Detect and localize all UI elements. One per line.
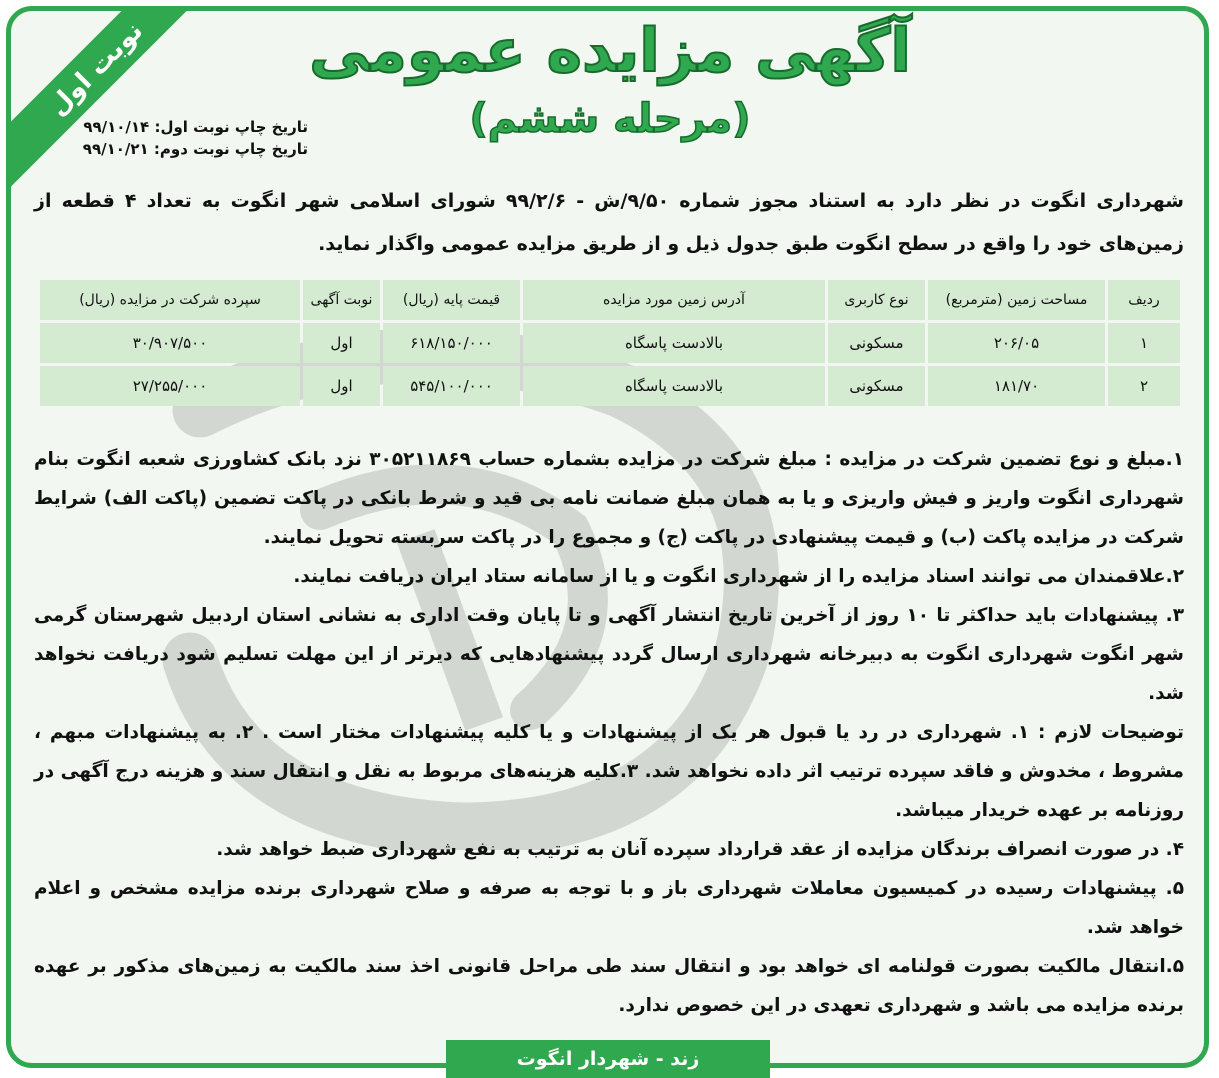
cell-publication: اول	[303, 366, 380, 406]
cell-area: ۲۰۶/۰۵	[928, 323, 1105, 363]
cell-deposit: ۲۷/۲۵۵/۰۰۰	[40, 366, 300, 406]
cell-base-price: ۶۱۸/۱۵۰/۰۰۰	[383, 323, 520, 363]
first-print-date: تاریخ چاپ نوبت اول: ۹۹/۱۰/۱۴	[83, 118, 308, 136]
cell-base-price: ۵۴۵/۱۰۰/۰۰۰	[383, 366, 520, 406]
col-usage: نوع کاربری	[828, 280, 925, 320]
cell-usage: مسکونی	[828, 366, 925, 406]
land-parcels-table	[37, 277, 1183, 409]
table-row	[40, 323, 1180, 363]
clause-ownership: ۵.انتقال مالکیت بصورت قولنامه ای خواهد بود و انتقال سند طی مراحل قانونی اخذ سند مالکیت به زمین‌های مذکور بر عهده برنده مزایده می باشد و شهرداری تعهدی در این خصوص ندارد.	[34, 956, 1184, 1016]
intro-paragraph: شهرداری انگوت در نظر دارد به استناد مجوز شماره ۹/۵۰/ش - ۹۹/۲/۶ شورای اسلامی شهر انگوت به تعداد ۴ قطعه از زمین‌های خود را واقع در سطح انگوت طبق جدول ذیل و از طریق مزایده عمومی واگذار نماید.	[34, 190, 1184, 255]
conditions-list	[34, 440, 1184, 1025]
publication-dates	[78, 116, 308, 160]
col-row-number: ردیف	[1108, 280, 1180, 320]
second-print-date: تاریخ چاپ نوبت دوم: ۹۹/۱۰/۲۱	[82, 140, 308, 158]
cell-row-number: ۱	[1108, 323, 1180, 363]
clause-notes: توضیحات لازم : ۱. شهرداری در رد یا قبول هر یک از پیشنهادات و یا کلیه پیشنهادات مختار است . ۲. به پیشنهادات مبهم ، مشروط ، مخدوش و فاقد سپرده ترتیب اثر داده نخواهد شد. ۳.کلیه هزینه‌های مربوط به نقل و انتقال سند و هزینه درج آگهی در روزنامه بر عهده خریدار میباشد.	[34, 722, 1184, 821]
clause-guarantee: ۱.مبلغ و نوع تضمین شرکت در مزایده : مبلغ شرکت در مزایده بشماره حساب ۳۰۵۲۱۱۸۶۹ نزد بانک کشاورزی شعبه انگوت بنام شهرداری انگوت واریز و فیش واریزی و یا به همان مبلغ ضمانت نامه بی قید و شرط بانکی در پاکت تضمین (پاکت الف) شرایط شرکت در مزایده پاکت (ب) و قیمت پیشنهادی در پاکت (ج) و مجموع را در پاکت سربسته تحویل نمایند.	[34, 449, 1184, 548]
cell-publication: اول	[303, 323, 380, 363]
col-deposit: سپرده شرکت در مزایده (ریال)	[40, 280, 300, 320]
table-row	[40, 366, 1180, 406]
cell-address: بالادست پاسگاه	[523, 366, 825, 406]
col-area: مساحت زمین (مترمربع)	[928, 280, 1105, 320]
clause-documents: ۲.علاقمندان می توانند اسناد مزایده را از شهرداری انگوت و یا از سامانه ستاد ایران دریافت نمایند.	[293, 566, 1184, 587]
clause-withdrawal: ۴. در صورت انصراف برندگان مزایده از عقد قرارداد سپرده آنان به ترتیب به نفع شهرداری ضبط خواهد شد.	[216, 839, 1184, 860]
col-base-price: قیمت پایه (ریال)	[383, 280, 520, 320]
cell-address: بالادست پاسگاه	[523, 323, 825, 363]
clause-deadline: ۳. پیشنهادات باید حداکثر تا ۱۰ روز از آخرین تاریخ انتشار آگهی و تا پایان وقت اداری به نشانی استان اردبیل شهرستان گرمی شهر انگوت شهرداری انگوت به دبیرخانه شهرداری ارسال گردد پیشنهادهایی که دیرتر از این مهلت تسلیم شود دریافت نخواهد شد.	[34, 605, 1184, 704]
mayor-signature-banner: زند - شهردار انگوت	[446, 1040, 770, 1078]
first-publication-ribbon: نوبت اول	[6, 6, 216, 198]
clause-commission: ۵. پیشنهادات رسیده در کمیسیون معاملات شهرداری باز و با توجه به صرفه و صلاح شهرداری برنده مزایده مشخص و اعلام خواهد شد.	[34, 878, 1184, 938]
cell-row-number: ۲	[1108, 366, 1180, 406]
cell-area: ۱۸۱/۷۰	[928, 366, 1105, 406]
col-address: آدرس زمین مورد مزایده	[523, 280, 825, 320]
notice-title: آگهی مزایده عمومی	[309, 16, 911, 86]
table-header-row	[40, 280, 1180, 320]
notice-subtitle: (مرحله ششم)	[469, 96, 751, 142]
col-publication: نوبت آگهی	[303, 280, 380, 320]
cell-usage: مسکونی	[828, 323, 925, 363]
cell-deposit: ۳۰/۹۰۷/۵۰۰	[40, 323, 300, 363]
